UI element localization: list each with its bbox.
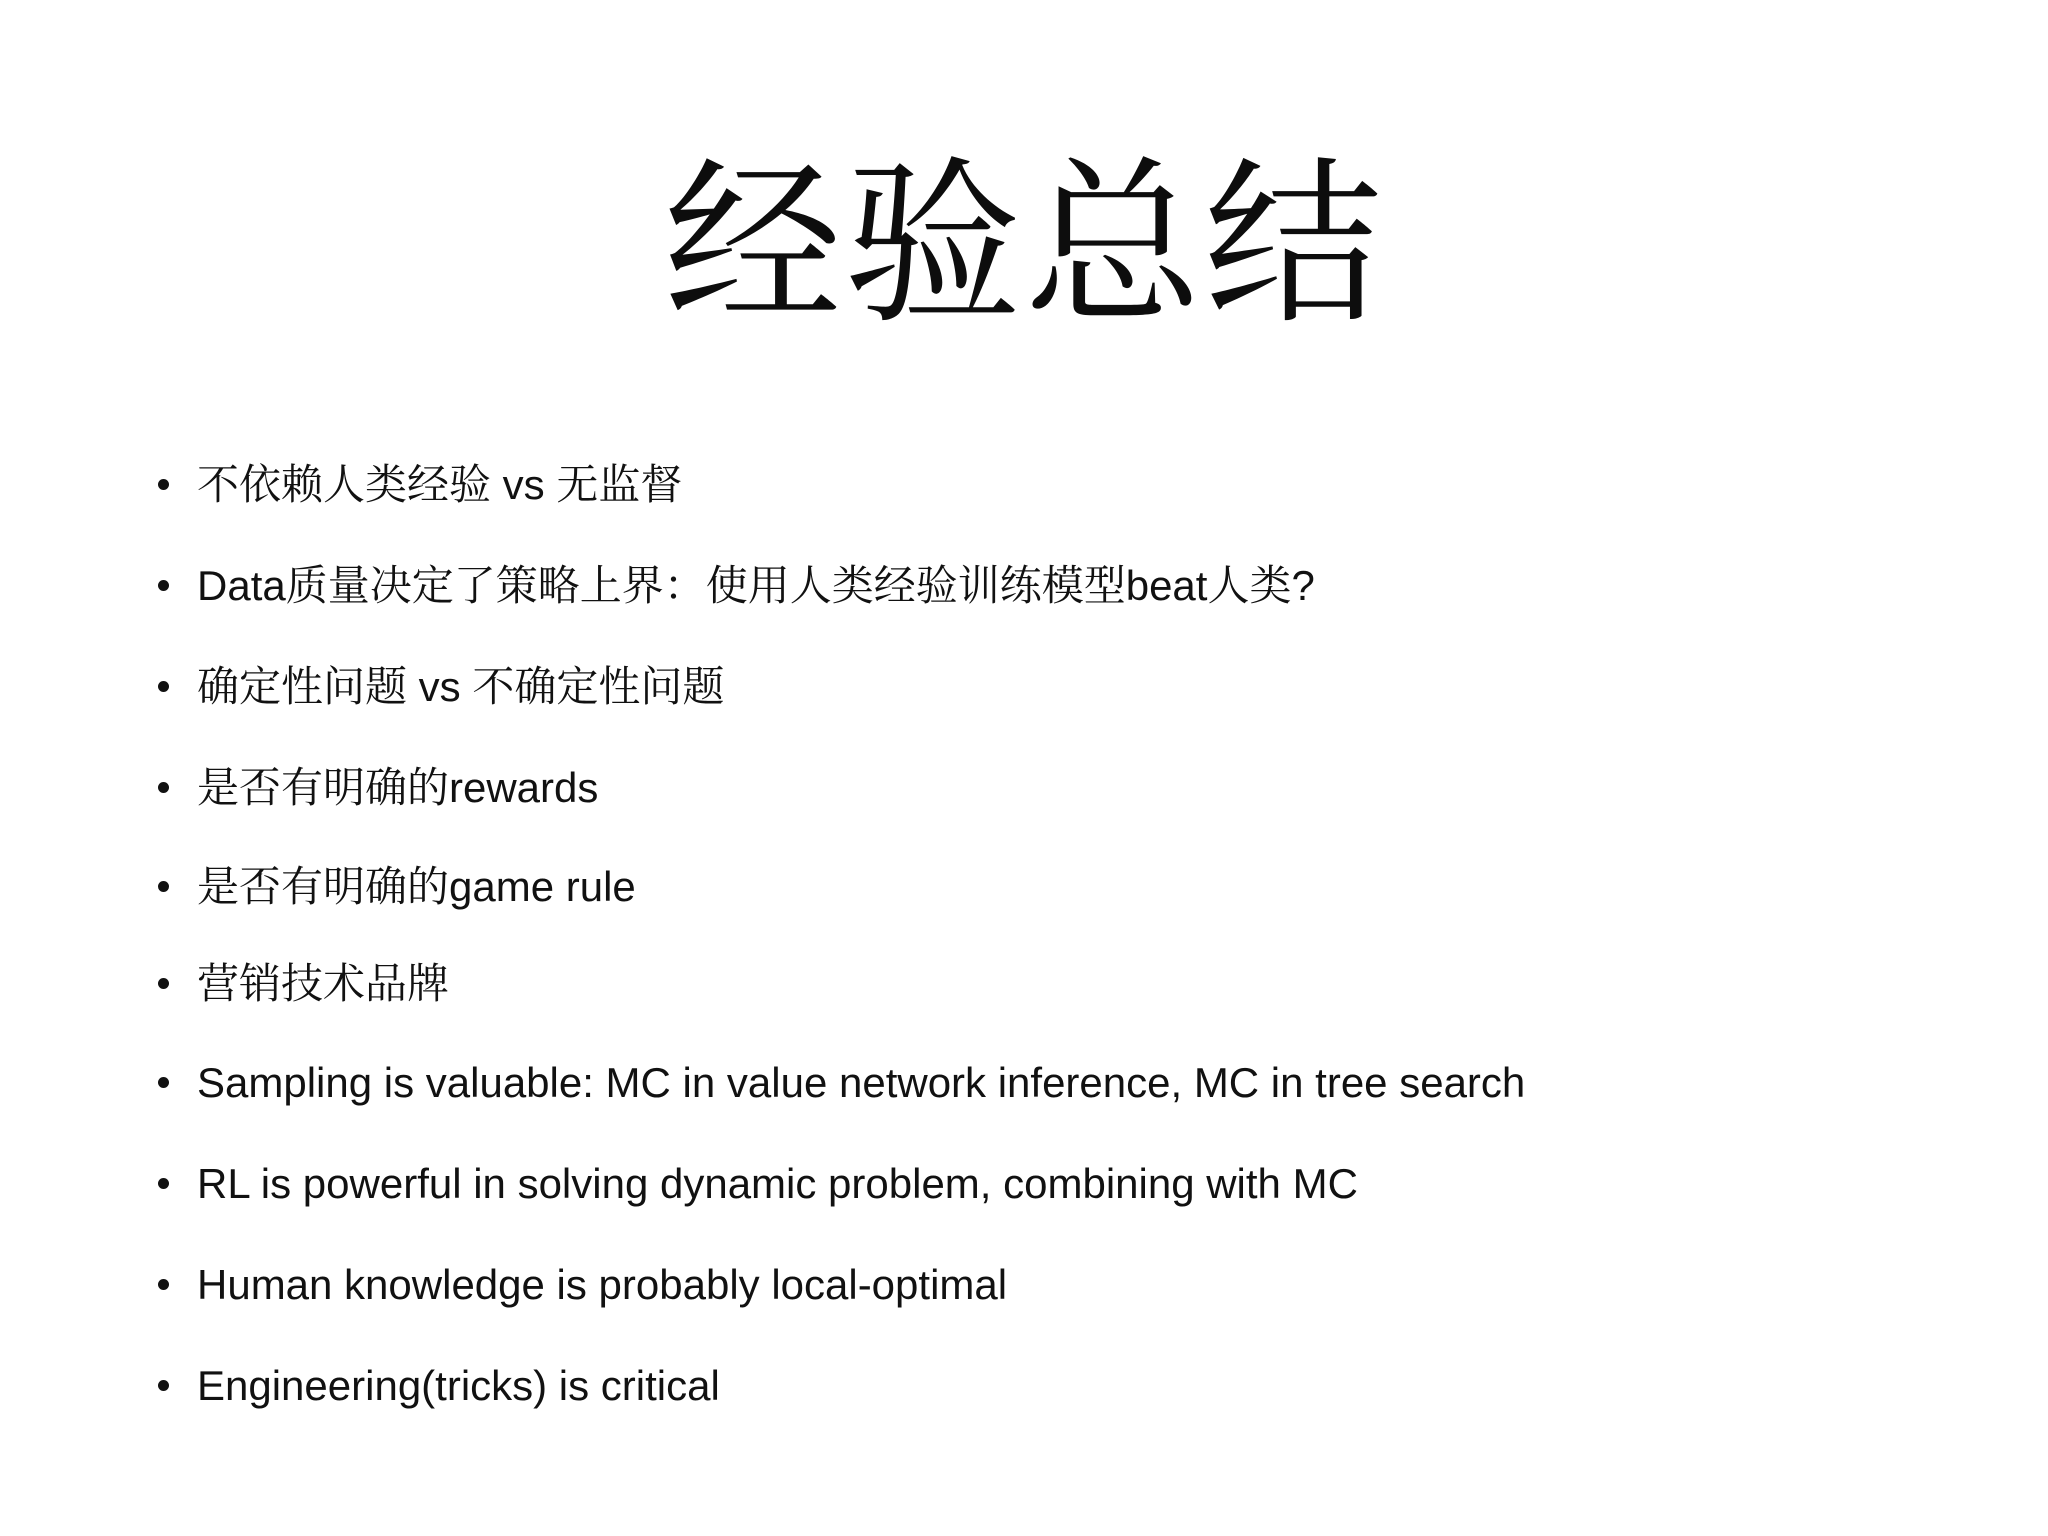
bullet-item — [158, 636, 1978, 737]
bullet-item — [158, 737, 1978, 838]
bullet-text: 不依赖人类经验 vs 无监督 — [197, 460, 683, 508]
bullet-item — [158, 1133, 1978, 1234]
bullet-item — [158, 535, 1978, 636]
slide-title: 经验总结 — [664, 141, 1384, 348]
bullet-item — [158, 838, 1978, 935]
bullet-icon — [158, 479, 169, 490]
bullet-text: Engineering(tricks) is critical — [197, 1361, 720, 1409]
bullet-item — [158, 434, 1978, 535]
bullet-icon — [158, 978, 169, 989]
bullet-item — [158, 1234, 1978, 1335]
bullet-icon — [158, 881, 169, 892]
bullet-icon — [158, 1178, 169, 1189]
bullet-text: 营销技术品牌 — [197, 959, 450, 1007]
bullet-text: RL is powerful in solving dynamic problem, combining with MC — [197, 1159, 1358, 1207]
bullet-icon — [158, 580, 169, 591]
bullet-icon — [158, 782, 169, 793]
bullet-text: Human knowledge is probably local-optimal — [197, 1260, 1008, 1308]
bullet-text: 是否有明确的rewards — [197, 763, 599, 811]
bullet-item — [158, 1032, 1978, 1133]
bullet-icon — [158, 1380, 169, 1391]
bullet-icon — [158, 1279, 169, 1290]
bullet-icon — [158, 1077, 169, 1088]
bullet-list — [158, 434, 1978, 1436]
bullet-icon — [158, 681, 169, 692]
bullet-text: 是否有明确的game rule — [197, 862, 636, 910]
bullet-item — [158, 1335, 1978, 1436]
bullet-text: 确定性问题 vs 不确定性问题 — [197, 662, 725, 710]
bullet-item — [158, 935, 1978, 1032]
bullet-text: Sampling is valuable: MC in value network inference, MC in tree search — [197, 1058, 1526, 1106]
bullet-text: Data质量决定了策略上界：使用人类经验训练模型beat人类? — [197, 561, 1315, 609]
